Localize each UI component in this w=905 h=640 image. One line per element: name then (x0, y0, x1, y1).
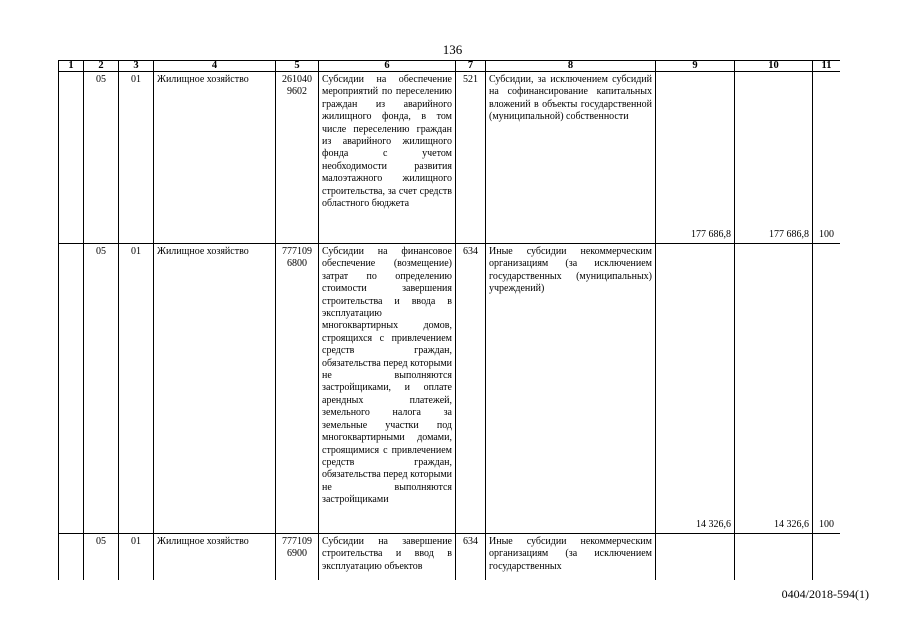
cell-subsection: 01 (119, 72, 154, 244)
header-col-9: 9 (656, 61, 735, 72)
cell-col-1 (59, 244, 84, 534)
cell-section: 05 (84, 244, 119, 534)
cell-section: 05 (84, 72, 119, 244)
cell-expense-type: 521 (456, 72, 486, 244)
cell-section-name: Жилищное хозяйство (154, 244, 276, 534)
header-col-1: 1 (59, 61, 84, 72)
cell-target-code: 261040 9602 (276, 72, 319, 244)
header-col-10: 10 (735, 61, 813, 72)
cell-target-name: Субсидии на финансовое обеспечение (возмещение) затрат по определению стоимости завершения строительства и ввода в эксплуатацию многоквартирных домов, строящихся с привлечением средств граждан, обязательства перед которыми не выполняются застройщиками, и оплате арендных платежей, земельного налога за земельные участки под многоквартирными домами, строящимися с привлечением средств граждан, обязательства перед которыми не выполняются застройщиками (319, 244, 456, 534)
cell-section: 05 (84, 534, 119, 581)
cell-amount-executed: 177 686,8 (735, 72, 813, 244)
cell-amount-executed (735, 534, 813, 581)
cell-expense-type: 634 (456, 244, 486, 534)
cell-percent: 100 (813, 244, 841, 534)
cell-amount-planned (656, 534, 735, 581)
cell-col-1 (59, 72, 84, 244)
table-row (59, 244, 841, 534)
cell-subsection: 01 (119, 534, 154, 581)
header-col-8: 8 (486, 61, 656, 72)
cell-target-name: Субсидии на завершение строительства и ввод в эксплуатацию объектов (319, 534, 456, 581)
header-col-6: 6 (319, 61, 456, 72)
cell-expense-type: 634 (456, 534, 486, 581)
cell-section-name: Жилищное хозяйство (154, 534, 276, 581)
cell-expense-name: Иные субсидии некоммерческим организациям (за исключением государственных (486, 534, 656, 581)
page-number: 136 (442, 42, 463, 57)
header-row (59, 61, 841, 72)
header-col-7: 7 (456, 61, 486, 72)
cell-target-code: 777109 6800 (276, 244, 319, 534)
header-col-2: 2 (84, 61, 119, 72)
cell-amount-planned: 177 686,8 (656, 72, 735, 244)
cell-amount-planned: 14 326,6 (656, 244, 735, 534)
cell-amount-executed: 14 326,6 (735, 244, 813, 534)
cell-subsection: 01 (119, 244, 154, 534)
cell-target-code: 777109 6900 (276, 534, 319, 581)
header-col-5: 5 (276, 61, 319, 72)
header-col-11: 11 (813, 61, 841, 72)
table-row (59, 72, 841, 244)
cell-target-name: Субсидии на обеспечение мероприятий по переселению граждан из аварийного жилищного фонда, в том числе переселению граждан из аварийного жилищного фонда с учетом необходимости развития малоэтажного жилищного строительства, за счет средств областного бюджета (319, 72, 456, 244)
header-col-4: 4 (154, 61, 276, 72)
cell-expense-name: Субсидии, за исключением субсидий на софинансирование капитальных вложений в объекты государственной (муниципальной) собственности (486, 72, 656, 244)
cell-section-name: Жилищное хозяйство (154, 72, 276, 244)
cell-percent: 100 (813, 72, 841, 244)
table-row (59, 534, 841, 581)
cell-col-1 (59, 534, 84, 581)
document-code: 0404/2018-594(1) (781, 587, 869, 601)
header-col-3: 3 (119, 61, 154, 72)
budget-table-wrapper (58, 60, 840, 580)
cell-expense-name: Иные субсидии некоммерческим организациям (за исключением государственных (муниципальных) учреждений) (486, 244, 656, 534)
cell-percent (813, 534, 841, 581)
budget-table (58, 60, 840, 580)
